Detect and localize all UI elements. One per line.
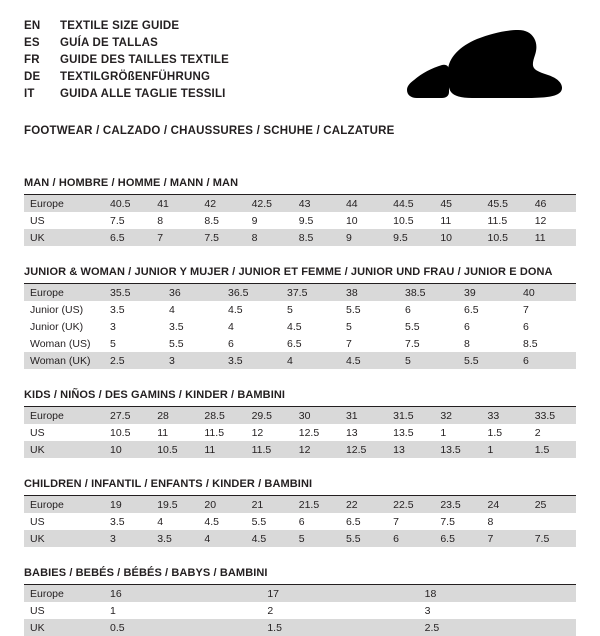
- size-cell: 1.5: [482, 424, 529, 441]
- language-title: TEXTILGRÖßENFÜHRUNG: [60, 71, 211, 83]
- size-cell: 38: [340, 284, 399, 301]
- size-cell: 22: [340, 496, 387, 513]
- size-cell: 6: [517, 352, 576, 369]
- language-code: FR: [24, 54, 40, 66]
- size-table: [24, 407, 576, 458]
- size-cell: 5.5: [163, 335, 222, 352]
- size-cell: 3: [419, 602, 576, 619]
- size-cell: 23.5: [434, 496, 481, 513]
- size-cell: 21.5: [293, 496, 340, 513]
- size-cell: 5: [399, 352, 458, 369]
- table-row: [24, 352, 576, 369]
- table-row: [24, 335, 576, 352]
- row-label: Europe: [24, 195, 104, 212]
- language-title: TEXTILE SIZE GUIDE: [60, 20, 180, 32]
- language-code: ES: [24, 37, 40, 49]
- size-cell: 7: [151, 229, 198, 246]
- size-cell: 40: [517, 284, 576, 301]
- size-cell: 4: [198, 530, 245, 547]
- size-cell: 6: [387, 530, 434, 547]
- size-cell: 16: [104, 585, 261, 602]
- size-cell: 20: [198, 496, 245, 513]
- size-cell: 4.5: [246, 530, 293, 547]
- size-cell: 21: [246, 496, 293, 513]
- size-cell: 7: [340, 335, 399, 352]
- size-cell: 41: [151, 195, 198, 212]
- size-cell: 19: [104, 496, 151, 513]
- size-cell: 4.5: [281, 318, 340, 335]
- size-cell: 11.5: [482, 212, 529, 229]
- size-cell: 30: [293, 407, 340, 424]
- size-cell: 11.5: [198, 424, 245, 441]
- table-row: [24, 229, 576, 246]
- language-code: IT: [24, 88, 35, 100]
- language-code: DE: [24, 71, 41, 83]
- size-cell: [529, 513, 576, 530]
- size-cell: 4: [281, 352, 340, 369]
- size-cell: 42.5: [246, 195, 293, 212]
- size-cell: 32: [434, 407, 481, 424]
- size-cell: 4.5: [198, 513, 245, 530]
- row-label: Europe: [24, 284, 104, 301]
- size-cell: 24: [482, 496, 529, 513]
- size-cell: 10: [340, 212, 387, 229]
- size-cell: 46: [529, 195, 576, 212]
- size-cell: 5: [293, 530, 340, 547]
- section-title: MAN / HOMBRE / HOMME / MANN / MAN: [24, 177, 576, 195]
- table-row: [24, 284, 576, 301]
- row-label: UK: [24, 530, 104, 547]
- size-cell: 8.5: [198, 212, 245, 229]
- language-code: EN: [24, 20, 41, 32]
- size-cell: 4.5: [340, 352, 399, 369]
- size-cell: 9: [246, 212, 293, 229]
- size-cell: 5: [104, 335, 163, 352]
- size-cell: 44: [340, 195, 387, 212]
- size-cell: 12: [246, 424, 293, 441]
- size-cell: 25: [529, 496, 576, 513]
- size-cell: 9.5: [293, 212, 340, 229]
- size-cell: 11: [198, 441, 245, 458]
- row-label: US: [24, 602, 104, 619]
- row-label: US: [24, 212, 104, 229]
- size-cell: 6: [293, 513, 340, 530]
- size-cell: 13.5: [387, 424, 434, 441]
- language-row: [24, 69, 229, 86]
- row-label: Europe: [24, 407, 104, 424]
- size-cell: 10: [434, 229, 481, 246]
- size-cell: 5.5: [458, 352, 517, 369]
- size-cell: 1: [482, 441, 529, 458]
- dress-shoe-icon: [376, 24, 566, 108]
- row-label: UK: [24, 441, 104, 458]
- size-cell: 9: [340, 229, 387, 246]
- size-section: [24, 266, 576, 369]
- size-cell: 8: [151, 212, 198, 229]
- size-cell: 17: [261, 585, 418, 602]
- size-cell: 7.5: [529, 530, 576, 547]
- table-row: [24, 619, 576, 636]
- size-cell: 1.5: [261, 619, 418, 636]
- row-label: Woman (UK): [24, 352, 104, 369]
- size-cell: 31.5: [387, 407, 434, 424]
- row-label: Europe: [24, 585, 104, 602]
- size-cell: 5.5: [340, 530, 387, 547]
- size-section: [24, 567, 576, 636]
- size-table: [24, 284, 576, 369]
- size-cell: 3.5: [151, 530, 198, 547]
- size-cell: 8: [246, 229, 293, 246]
- size-cell: 10.5: [151, 441, 198, 458]
- size-cell: 5.5: [340, 301, 399, 318]
- size-section: [24, 389, 576, 458]
- size-cell: 1: [104, 602, 261, 619]
- size-table: [24, 496, 576, 547]
- size-cell: 10.5: [482, 229, 529, 246]
- table-row: [24, 301, 576, 318]
- size-cell: 8.5: [293, 229, 340, 246]
- section-title: KIDS / NIÑOS / DES GAMINS / KINDER / BAMBINI: [24, 389, 576, 407]
- size-cell: 6.5: [281, 335, 340, 352]
- size-cell: 37.5: [281, 284, 340, 301]
- size-cell: 43: [293, 195, 340, 212]
- size-cell: 38.5: [399, 284, 458, 301]
- size-cell: 7.5: [198, 229, 245, 246]
- language-title: GUÍA DE TALLAS: [60, 37, 158, 49]
- size-cell: 5.5: [246, 513, 293, 530]
- size-cell: 4: [222, 318, 281, 335]
- size-cell: 42: [198, 195, 245, 212]
- size-cell: 12.5: [293, 424, 340, 441]
- size-tables: [24, 177, 576, 636]
- size-cell: 13: [340, 424, 387, 441]
- language-row: [24, 18, 229, 35]
- size-cell: 29.5: [246, 407, 293, 424]
- language-row: [24, 35, 229, 52]
- size-table: [24, 585, 576, 636]
- size-cell: 6: [222, 335, 281, 352]
- size-cell: 7.5: [399, 335, 458, 352]
- size-cell: 4.5: [222, 301, 281, 318]
- size-cell: 13: [387, 441, 434, 458]
- table-row: [24, 441, 576, 458]
- table-row: [24, 496, 576, 513]
- size-cell: 2: [261, 602, 418, 619]
- size-cell: 22.5: [387, 496, 434, 513]
- row-label: Woman (US): [24, 335, 104, 352]
- size-cell: 6: [517, 318, 576, 335]
- size-cell: 40.5: [104, 195, 151, 212]
- size-cell: 3: [104, 530, 151, 547]
- size-cell: 35.5: [104, 284, 163, 301]
- size-cell: 8: [482, 513, 529, 530]
- size-cell: 27.5: [104, 407, 151, 424]
- table-row: [24, 602, 576, 619]
- size-cell: 2: [529, 424, 576, 441]
- size-cell: 19.5: [151, 496, 198, 513]
- size-cell: 45.5: [482, 195, 529, 212]
- size-cell: 4: [151, 513, 198, 530]
- size-cell: 5.5: [399, 318, 458, 335]
- size-cell: 11: [529, 229, 576, 246]
- size-cell: 12.5: [340, 441, 387, 458]
- size-cell: 3: [104, 318, 163, 335]
- size-cell: 6.5: [458, 301, 517, 318]
- size-cell: 36: [163, 284, 222, 301]
- size-cell: 2.5: [104, 352, 163, 369]
- size-table: [24, 195, 576, 246]
- row-label: US: [24, 513, 104, 530]
- page-header: [24, 18, 576, 108]
- size-cell: 33: [482, 407, 529, 424]
- table-row: [24, 212, 576, 229]
- size-cell: 5: [340, 318, 399, 335]
- language-row: [24, 52, 229, 69]
- size-cell: 10: [104, 441, 151, 458]
- size-cell: 36.5: [222, 284, 281, 301]
- size-cell: 6.5: [104, 229, 151, 246]
- size-cell: 7: [517, 301, 576, 318]
- size-cell: 45: [434, 195, 481, 212]
- size-cell: 12: [529, 212, 576, 229]
- size-cell: 44.5: [387, 195, 434, 212]
- size-cell: 8: [458, 335, 517, 352]
- size-cell: 0.5: [104, 619, 261, 636]
- size-cell: 28.5: [198, 407, 245, 424]
- language-title: GUIDE DES TAILLES TEXTILE: [60, 54, 229, 66]
- size-cell: 3.5: [104, 301, 163, 318]
- table-row: [24, 530, 576, 547]
- size-cell: 12: [293, 441, 340, 458]
- footwear-heading: FOOTWEAR / CALZADO / CHAUSSURES / SCHUHE / CALZATURE: [24, 125, 395, 137]
- size-section: [24, 478, 576, 547]
- size-cell: 3.5: [222, 352, 281, 369]
- size-cell: 7.5: [434, 513, 481, 530]
- size-cell: 33.5: [529, 407, 576, 424]
- size-cell: 6: [399, 301, 458, 318]
- size-cell: 11.5: [246, 441, 293, 458]
- section-title: JUNIOR & WOMAN / JUNIOR Y MUJER / JUNIOR ET FEMME / JUNIOR UND FRAU / JUNIOR E DONA: [24, 266, 576, 284]
- size-cell: 3: [163, 352, 222, 369]
- table-row: [24, 513, 576, 530]
- size-cell: 9.5: [387, 229, 434, 246]
- row-label: Europe: [24, 496, 104, 513]
- size-cell: 3.5: [104, 513, 151, 530]
- size-cell: 13.5: [434, 441, 481, 458]
- size-cell: 28: [151, 407, 198, 424]
- size-section: [24, 177, 576, 246]
- size-cell: 2.5: [419, 619, 576, 636]
- size-cell: 1: [434, 424, 481, 441]
- row-label: Junior (UK): [24, 318, 104, 335]
- section-title: CHILDREN / INFANTIL / ENFANTS / KINDER / BAMBINI: [24, 478, 576, 496]
- size-cell: 4: [163, 301, 222, 318]
- size-cell: 7.5: [104, 212, 151, 229]
- size-cell: 10.5: [104, 424, 151, 441]
- size-cell: 6.5: [434, 530, 481, 547]
- size-cell: 10.5: [387, 212, 434, 229]
- size-cell: 6.5: [340, 513, 387, 530]
- size-cell: 31: [340, 407, 387, 424]
- size-cell: 6: [458, 318, 517, 335]
- row-label: UK: [24, 619, 104, 636]
- language-list: [24, 18, 229, 103]
- size-cell: 8.5: [517, 335, 576, 352]
- size-cell: 7: [482, 530, 529, 547]
- table-row: [24, 318, 576, 335]
- size-cell: 11: [151, 424, 198, 441]
- size-cell: 1.5: [529, 441, 576, 458]
- size-cell: 3.5: [163, 318, 222, 335]
- size-cell: 7: [387, 513, 434, 530]
- table-row: [24, 424, 576, 441]
- table-row: [24, 407, 576, 424]
- language-title: GUIDA ALLE TAGLIE TESSILI: [60, 88, 226, 100]
- size-cell: 5: [281, 301, 340, 318]
- size-cell: 39: [458, 284, 517, 301]
- row-label: UK: [24, 229, 104, 246]
- table-row: [24, 195, 576, 212]
- table-row: [24, 585, 576, 602]
- section-title: BABIES / BEBÉS / BÉBÉS / BABYS / BAMBINI: [24, 567, 576, 585]
- size-cell: 11: [434, 212, 481, 229]
- row-label: US: [24, 424, 104, 441]
- language-row: [24, 86, 229, 103]
- size-cell: 18: [419, 585, 576, 602]
- row-label: Junior (US): [24, 301, 104, 318]
